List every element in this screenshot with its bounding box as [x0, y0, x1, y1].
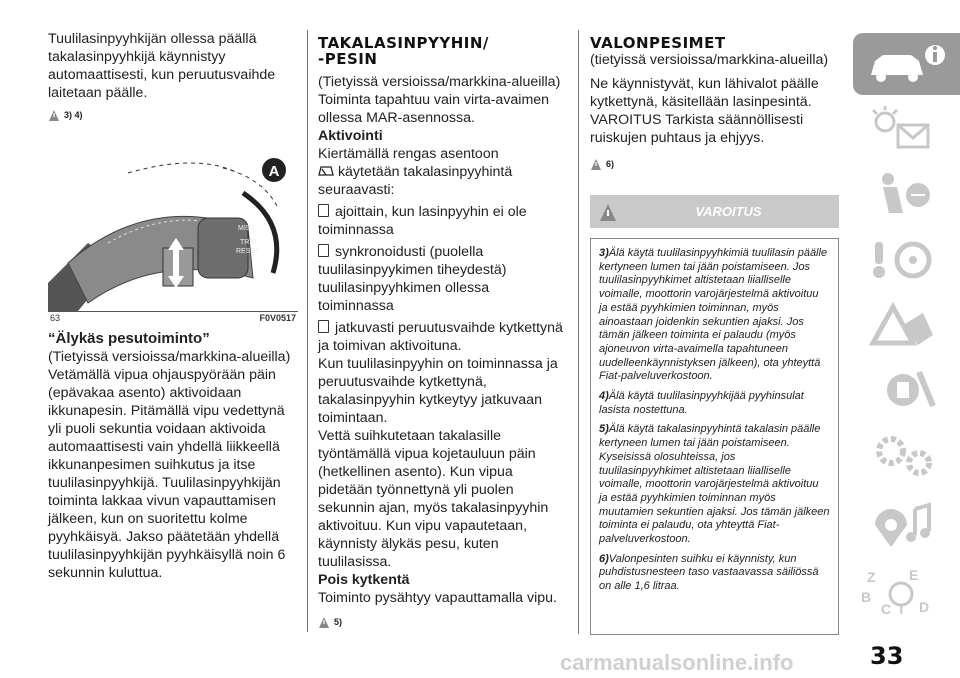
headlamp-washer-subtitle: (tietyissä versioissa/markkina-alueilla)	[590, 52, 829, 68]
warning-item	[599, 553, 830, 594]
svg-text:C: C	[881, 601, 892, 617]
off-title: Pois kytkentä	[318, 572, 410, 588]
headlamp-washer-title: VALONPESIMET	[590, 34, 726, 52]
lever-text-trip: TRIP	[240, 239, 256, 246]
warning-box-title: VAROITUS	[695, 204, 762, 219]
activation-line2-wrap	[318, 163, 568, 199]
stalk-figure	[48, 133, 298, 311]
activation-line2: käytetään takalasinpyyhintä seuraavasti:	[318, 164, 513, 198]
index-letters-icon	[853, 560, 960, 620]
column-divider	[307, 30, 308, 632]
warning-box	[590, 238, 839, 635]
ref-line-2	[318, 615, 568, 629]
warning-text: Älä käytä tuulilasinpyyhkijää pyyhinsulat lasista nostettuna.	[599, 390, 804, 416]
warning-hand-icon	[318, 615, 330, 629]
warning-triangle-icon	[598, 201, 618, 223]
figure-label-A: A	[268, 163, 280, 180]
warning-ref-line	[48, 108, 298, 122]
activation-line1: Kiertämällä rengas asentoon	[318, 146, 499, 162]
column-1	[48, 0, 298, 128]
tab-key-steering[interactable]	[853, 230, 960, 290]
column-divider-2	[578, 30, 579, 634]
warning-text: Älä käytä tuulilasinpyyhkimiä tuulilasin päälle kertyneen lumen tai jään poistamiseen. Jos tuulilasinpyyhkimet altistetaan liialliselle voimalle, moottorin varojärjestelmä aktivoituu ja estää pyyhkimien toiminnan, myös ainoastaan joidenkin sekuntien ajaksi. Jos tämän jälkeen toiminta ei palaudu (myös ajoneuvon virta-avaimella tapahtuneen uudelleenkäynnistyksen jälkeen), ota yhteyttä Fiat-palveluverkostoon.	[599, 247, 828, 383]
svg-text:Z: Z	[867, 569, 876, 585]
tab-safety[interactable]	[853, 295, 960, 355]
multimedia-icon	[853, 495, 960, 555]
warning-num: 3)	[599, 247, 609, 259]
rear-wiper-title-1: TAKALASINPYYHIN/	[318, 34, 489, 52]
tab-car-info[interactable]	[853, 33, 960, 95]
bullet-icon	[318, 320, 329, 333]
off-body: Toiminto pysähtyy vapauttamalla vipu.	[318, 590, 557, 606]
bullet-2	[318, 243, 568, 315]
rear-wiper-intro: (Tietyissä versioissa/markkina-alueilla) Toiminta tapahtuu vain virta-avaimen ollessa MAR-asennossa.	[318, 74, 561, 126]
warning-box-header	[590, 195, 839, 228]
svg-text:T: T	[897, 601, 906, 617]
para-2: Vettä suihkutetaan takalasille työntämällä vipua kojetauluun päin (hetkellinen asento). Kun vipua pidetään työnnettynä yli puolen sekunnin ajan, myös takalasinpyyhin aktivoituu. Kun vipu vapautetaan, käynnisty älykäs pesu, kuten tuulilasissa.	[318, 428, 549, 570]
column-2	[318, 0, 568, 635]
chapter-sidebar	[853, 0, 960, 678]
ref-line-3	[590, 157, 840, 171]
warning-text: Älä käytä takalasinpyyhintä takalasin päälle kertyneen lumen tai jään poistamiseen. Kyseisissä olosuhteissa, jos tuulilasinpyyhkimet altistetaan liialliselle voimalle, moottorin varojärjestelmä aktivoituu ja estää pyyhkimien toiminnan myös muutamien sekuntien ajaksi. Jos tämän jälkeen toiminta ei palaudu, ota yhteyttä Fiat-palveluverkostoon.	[599, 423, 830, 546]
rear-wiper-symbol-icon	[318, 165, 334, 177]
smart-wash-section	[48, 330, 298, 582]
figure-number: 63	[50, 313, 61, 323]
warning-lights-icon	[853, 100, 960, 160]
lever-text-mist: MIST	[238, 225, 255, 232]
warning-item	[599, 390, 830, 417]
smart-wash-body: (Tietyissä versioissa/markkina-alueilla) Vetämällä vipua ohjauspyörään päin (epävakaa asento) aktivoidaan ikkunapesin. Pitämällä vipu vedettynä yli puoli sekuntia voidaan aktivoida automaattisesti vain yhdellä liikkeellä ikkunanpesimen suihkutus ja itse tuulilasinpyyhkijä. Tuulilasinpyyhkijän toiminta lakkaa vivun vapauttamisen jälkeen, kun on suoritettu kolme pyyhkäisyä. Jakso päätetään yhdellä tuulilasinpyyhkijän pyyhkäisyllä noin 6 sekunnin kuluttua.	[48, 349, 291, 581]
technical-gears-icon	[853, 425, 960, 485]
key-steering-icon	[853, 230, 960, 290]
warning-list	[591, 239, 838, 594]
warning-item	[599, 247, 830, 384]
activation-title: Aktivointi	[318, 128, 383, 144]
svg-text:B: B	[861, 589, 872, 605]
page-number: 33	[870, 642, 904, 670]
warning-num: 6)	[599, 552, 609, 565]
tab-seat-airbag[interactable]	[853, 165, 960, 225]
rear-wiper-title-2: -PESIN	[318, 50, 378, 68]
warning-item	[599, 423, 830, 546]
wiper-stalk-illustration	[48, 133, 298, 311]
warning-num: 4)	[599, 390, 609, 403]
watermark: carmanualsonline.info	[560, 650, 794, 675]
column-3	[590, 0, 840, 177]
svg-text:D: D	[919, 599, 930, 615]
para-1: Kun tuulilasinpyyhin on toiminnassa ja peruutusvaihde kytkettynä, takalasinpyyhin kytkeytyy jatkuvaan toimintaan.	[318, 356, 558, 426]
triangle-warning-icon	[853, 295, 960, 355]
tab-warning-lights[interactable]	[853, 100, 960, 160]
warning-hand-icon	[48, 108, 60, 122]
bullet-3	[318, 319, 568, 355]
tab-technical[interactable]	[853, 425, 960, 485]
service-wrench-icon	[853, 360, 960, 420]
warning-ref: 3) 4)	[64, 110, 83, 120]
bullet-1	[318, 203, 568, 239]
lever-text-reset: RESET	[236, 248, 260, 255]
figure-code: F0V0517	[259, 313, 296, 323]
warning-hand-icon	[590, 157, 602, 171]
tab-service[interactable]	[853, 360, 960, 420]
bullet-2-text: synkronoidusti (puolella tuulilasinpyykimen tiheydestä) tuulilasinpyyhkimen ollessa toiminnassa	[318, 244, 507, 314]
tab-index[interactable]	[853, 560, 960, 620]
warning-num: 5)	[599, 423, 609, 436]
svg-text:E: E	[909, 567, 919, 583]
ref-2: 5)	[334, 617, 343, 627]
bullet-icon	[318, 204, 329, 217]
intro-paragraph: Tuulilasinpyyhkijän ollessa päällä takalasinpyyhkijä käynnistyy automaattisesti, kun peruutusvaihde laitetaan päälle.	[48, 31, 276, 101]
car-info-icon	[853, 33, 960, 95]
bullet-icon	[318, 244, 329, 257]
figure-caption	[48, 311, 298, 324]
bullet-1-text: ajoittain, kun lasinpyyhin ei ole toiminnassa	[318, 204, 527, 238]
ref-3: 6)	[606, 159, 615, 169]
bullet-3-text: jatkuvasti peruutusvaihde kytkettynä ja toimivan aktivoituna.	[318, 320, 563, 354]
seat-airbag-icon	[853, 165, 960, 225]
headlamp-washer-body: Ne käynnistyvät, kun lähivalot päälle kytkettynä, käsitellään lasinpesintä. VAROITUS Tarkista säännöllisesti ruiskujen puhtaus ja ehjyys.	[590, 76, 819, 146]
tab-multimedia[interactable]	[853, 495, 960, 555]
warning-text: Valonpesinten suihku ei käynnisty, kun puhdistusnesteen taso vastaavassa säiliössä on alle 1,6 litraa.	[599, 552, 819, 593]
smart-wash-title: “Älykäs pesutoiminto”	[48, 330, 210, 347]
